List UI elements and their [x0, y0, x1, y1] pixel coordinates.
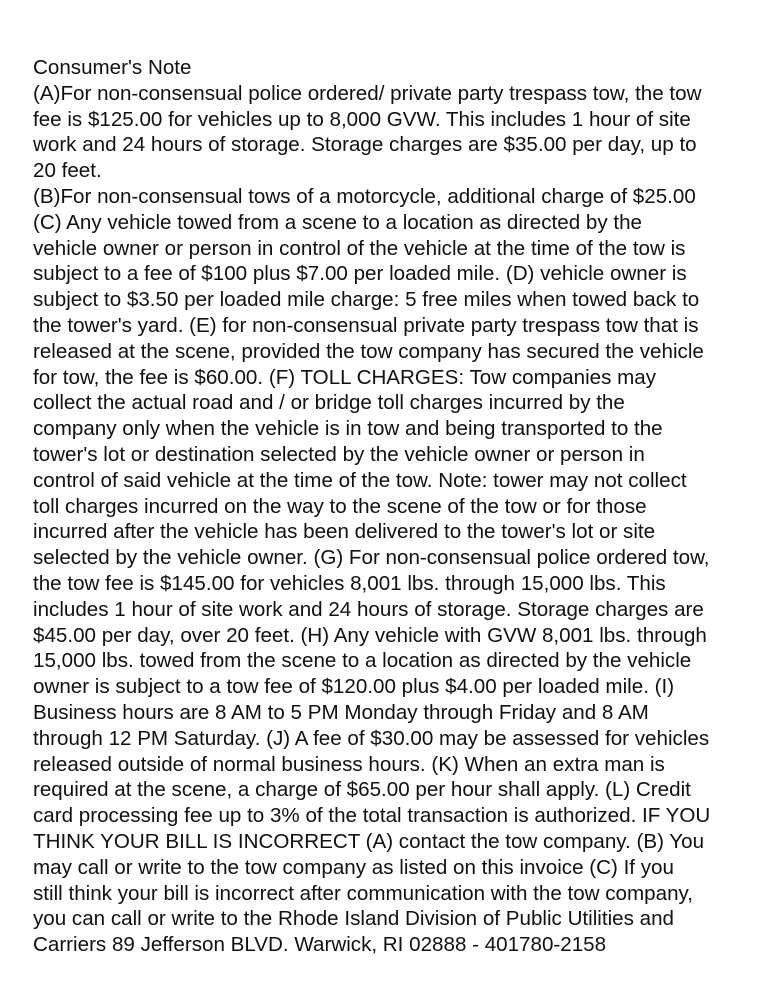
note-line: vehicle owner or person in control of the vehicle at the time of the tow is — [33, 236, 686, 260]
note-line: (B)For non-consensual tows of a motorcycle, additional charge of $25.00 — [33, 184, 696, 208]
consumer-note — [33, 55, 745, 958]
note-line: company only when the vehicle is in tow and being transported to the — [33, 417, 663, 441]
note-line: owner is subject to a tow fee of $120.00 plus $4.00 per loaded mile. (I) — [33, 675, 675, 699]
note-line: Carriers 89 Jefferson BLVD. Warwick, RI 02888 - 401780-2158 — [33, 933, 607, 957]
note-line: (A)For non-consensual police ordered/ private party trespass tow, the tow — [33, 81, 702, 105]
note-line: released at the scene, provided the tow company has secured the vehicle — [33, 339, 704, 363]
note-line: through 12 PM Saturday. (J) A fee of $30.00 may be assessed for vehicles — [33, 726, 710, 750]
note-line: required at the scene, a charge of $65.00 per hour shall apply. (L) Credit — [33, 778, 691, 802]
note-line: collect the actual road and / or bridge toll charges incurred by the — [33, 391, 625, 415]
note-line: work and 24 hours of storage. Storage charges are $35.00 per day, up to — [33, 133, 697, 157]
note-line: toll charges incurred on the way to the scene of the tow or for those — [33, 494, 647, 518]
note-line: subject to a fee of $100 plus $7.00 per loaded mile. (D) vehicle owner is — [33, 262, 687, 286]
note-line: card processing fee up to 3% of the total transaction is authorized. IF YOU — [33, 804, 711, 828]
note-line: THINK YOUR BILL IS INCORRECT (A) contact the tow company. (B) You — [33, 829, 705, 853]
note-line: the tower's yard. (E) for non-consensual private party trespass tow that is — [33, 313, 699, 337]
note-line: selected by the vehicle owner. (G) For non-consensual police ordered tow, — [33, 546, 710, 570]
note-line: control of said vehicle at the time of the tow. Note: tower may not collect — [33, 468, 687, 492]
note-line: fee is $125.00 for vehicles up to 8,000 GVW. This includes 1 hour of site — [33, 107, 691, 131]
note-line: tower's lot or destination selected by the vehicle owner or person in — [33, 442, 645, 466]
note-line: $45.00 per day, over 20 feet. (H) Any vehicle with GVW 8,001 lbs. through — [33, 623, 707, 647]
note-line: still think your bill is incorrect after communication with the tow company, — [33, 881, 694, 905]
note-line: 15,000 lbs. towed from the scene to a location as directed by the vehicle — [33, 649, 692, 673]
note-line: 20 feet. — [33, 159, 102, 183]
note-line: (C) Any vehicle towed from a scene to a location as directed by the — [33, 210, 642, 234]
note-line: includes 1 hour of site work and 24 hours of storage. Storage charges are — [33, 597, 704, 621]
note-line: released outside of normal business hours. (K) When an extra man is — [33, 752, 665, 776]
note-line: subject to $3.50 per loaded mile charge: 5 free miles when towed back to — [33, 288, 700, 312]
note-line: incurred after the vehicle has been delivered to the tower's lot or site — [33, 520, 656, 544]
note-title: Consumer's Note — [33, 56, 192, 79]
note-line: the tow fee is $145.00 for vehicles 8,001 lbs. through 15,000 lbs. This — [33, 571, 666, 595]
note-line: you can call or write to the Rhode Island Division of Public Utilities and — [33, 907, 675, 931]
note-line: for tow, the fee is $60.00. (F) TOLL CHARGES: Tow companies may — [33, 365, 657, 389]
note-line: may call or write to the tow company as listed on this invoice (C) If you — [33, 855, 674, 879]
note-line: Business hours are 8 AM to 5 PM Monday through Friday and 8 AM — [33, 700, 649, 724]
